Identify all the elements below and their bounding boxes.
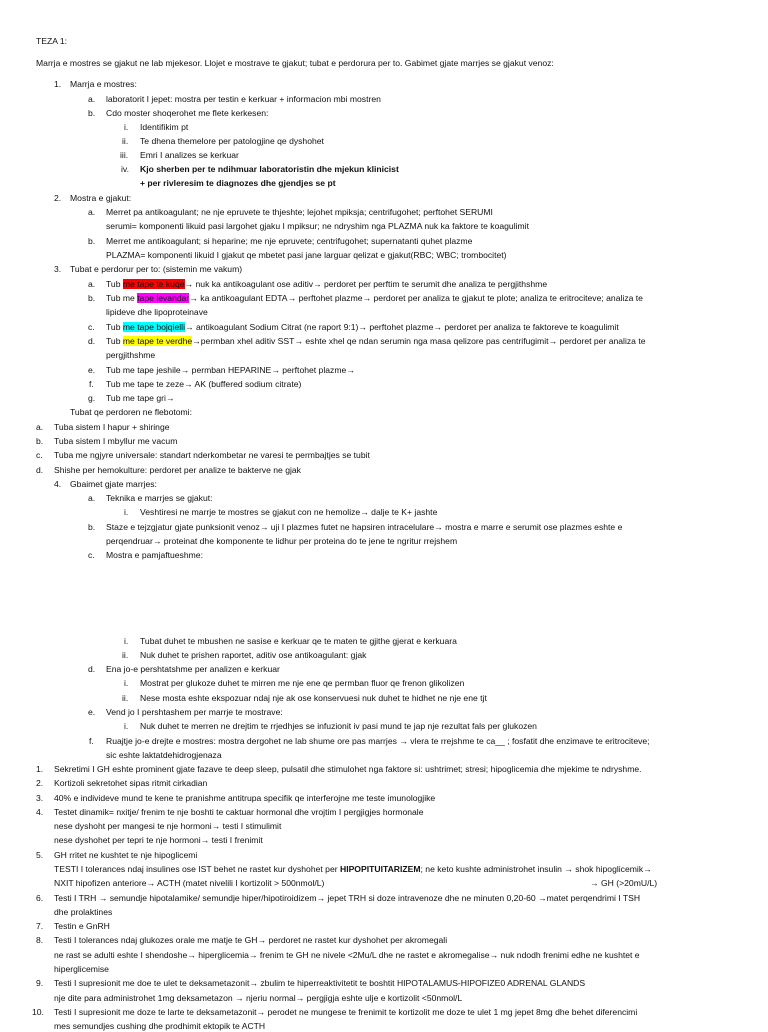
s3-item-a: Tub me tape te kuqe→ nuk ka antikoagulant ose aditiv→ perdoret per perftim te serumit dhe analiza te pergjithshme: [106, 279, 548, 289]
list-roman: iii.: [120, 150, 129, 160]
s4-item-b-line1: Staze e tejzgjatur gjate punksionit venoz→ uji I plazmes futet ne hapsiren intracelulare→ mostra e marre e serumit ose plazmes eshte e: [106, 522, 623, 532]
list-letter: b.: [88, 236, 96, 246]
note-8-line3: hiperglicemise: [54, 964, 109, 974]
s3-item-d-line2: pergjithshme: [106, 350, 156, 360]
list-number: 4.: [36, 807, 44, 817]
list-letter: b.: [88, 108, 96, 118]
list-number: 7.: [36, 921, 44, 931]
list-roman: i.: [124, 636, 129, 646]
section-2-heading: Mostra e gjakut:: [70, 193, 132, 203]
list-letter: b.: [88, 293, 96, 303]
list-letter: d.: [88, 336, 96, 346]
highlight-red: me tape te kuqe: [122, 279, 185, 289]
list-letter: c.: [88, 550, 95, 560]
list-roman: i.: [124, 507, 129, 517]
note-10: Testi I supresionit me doze te larte te deksametazonit→ perodet ne mungese te frenimit te kortizolit me doze te ulet 1 mg jepet 8mg dhe behet diferencimi: [54, 1007, 638, 1017]
s4-item-a: Teknika e marrjes se gjakut:: [106, 493, 213, 503]
list-number: 4.: [54, 479, 62, 489]
s3-item-c: Tub me tape bojqielli→ antikoagulant Sodium Citrat (ne raport 9:1)→ perftohet plazme→ perdoret per analiza te faktoreve te koagulimit: [106, 322, 619, 332]
s1-item-iv-line2: + per rivleresim te diagnozes dhe gjendjes se pt: [140, 178, 336, 188]
list-number: 3.: [36, 793, 44, 803]
s4-item-c-ii: Nuk duhet te prishen raportet, aditiv ose antikoagulant: gjak: [140, 650, 367, 660]
s1-item-iii: Emri I analizes se kerkuar: [140, 150, 239, 160]
flebo-item-a: Tuba sistem I hapur + shiringe: [54, 422, 170, 432]
list-letter: a.: [88, 207, 96, 217]
list-letter: e.: [88, 707, 96, 717]
list-number: 1.: [36, 764, 44, 774]
section-1-heading: Marrja e mostres:: [70, 79, 137, 89]
list-roman: i.: [124, 678, 129, 688]
note-5-line3: NXIT hipofizen anteriore→ ACTH (matet nivelili I kortizolit > 500nmol/L): [54, 878, 325, 888]
list-number: 2.: [36, 778, 44, 788]
list-letter: a.: [88, 493, 96, 503]
note-10-line2: mes semundjes cushing dhe prodhimit ektopik te ACTH: [54, 1021, 266, 1031]
s2-item-b-line1: Merret me antikoagulant; si heparine; me nje epruvete; centrifugohet; supernatanti quhet plazme: [106, 236, 473, 246]
note-9: Testi I supresionit me doe te ulet te deksametazonit→ zbulim te hiperreaktivitetit te boshtit HIPOTALAMUS-HIPOFIZE0 ADRENAL GLANDS: [54, 978, 586, 988]
note-7: Testin e GnRH: [54, 921, 110, 931]
s4-item-d-i: Mostrat per glukoze duhet te mirren me nje ene qe permban fluor qe frenon glikolizen: [140, 678, 465, 688]
s3-item-g: Tub me tape gri→: [106, 393, 175, 403]
list-number: 1.: [54, 79, 62, 89]
flebotomi-heading: Tubat qe perdoren ne flebotomi:: [70, 407, 192, 417]
s4-item-e-i: Nuk duhet te merren ne drejtim te rrjedhjes se infuzionit iv pasi mund te jap nje rezultat fals per glukozen: [140, 721, 537, 731]
s1-item-i: Identifikim pt: [140, 122, 189, 132]
s4-item-b-line2: perqendruar→ proteinat dhe komponente te lidhur per proteina do te jene te ngritur rrejshem: [106, 536, 458, 546]
s4-item-d: Ena jo-e pershtatshme per analizen e kerkuar: [106, 664, 280, 674]
list-roman: i.: [124, 721, 129, 731]
list-letter: d.: [88, 664, 96, 674]
note-4: Testet dinamik= nxitje/ frenim te nje boshti te caktuar hormonal dhe vrojtim I pergjigjes hormonale: [54, 807, 424, 817]
s3-item-b-line1: Tub me tape levandar→ ka antikoagulant EDTA→ perftohet plazme→ perdoret per analiza te gjakut te plote; analiza te eritrociteve; analiza te: [106, 293, 643, 303]
flebo-item-c: Tuba me ngjyre universale: standart nderkombetar ne varesi te permbajtjes se tubit: [54, 450, 370, 460]
list-letter: a.: [88, 279, 96, 289]
note-4-line3: nese dyshohet per tepri te nje hormoni→ testi I frenimit: [54, 835, 263, 845]
flebo-item-d: Shishe per hemokulture: perdoret per analize te bakterve ne gjak: [54, 465, 301, 475]
flebo-item-b: Tuba sistem I mbyllur me vacum: [54, 436, 178, 446]
document-title: TEZA 1:: [36, 36, 68, 46]
s1-item-ii: Te dhena themelore per patologjine qe dyshohet: [140, 136, 324, 146]
list-number: 9.: [36, 978, 44, 988]
s4-item-f-line2: sic eshte laktatdehidrogjenaza: [106, 750, 222, 760]
list-roman: ii.: [122, 693, 129, 703]
s3-item-b-line2: lipideve dhe lipoproteinave: [106, 307, 208, 317]
list-number: 10.: [32, 1007, 44, 1017]
note-4-line2: nese dyshoht per mangesi te nje hormoni→ testi I stimulimit: [54, 821, 282, 831]
list-roman: ii.: [122, 650, 129, 660]
note-8: Testi I tolerances ndaj glukozes orale me matje te GH→ perdoret ne rastet kur dyshohet per akromegali: [54, 935, 448, 945]
list-roman: i.: [124, 122, 129, 132]
s3-item-f: Tub me tape te zeze→ AK (buffered sodium citrate): [106, 379, 302, 389]
s3-item-d-line1: Tub me tape te verdhe→permban xhel aditiv SST→ eshte xhel qe ndan serumin nga masa qelizore pas centrifugimit→ perdoret per analiza te: [106, 336, 646, 346]
highlight-cyan: me tape bojqielli: [122, 322, 185, 332]
note-5: GH rritet ne kushtet te nje hipoglicemi: [54, 850, 198, 860]
list-roman: iv.: [121, 164, 129, 174]
s3-item-e: Tub me tape jeshile→ permban HEPARINE→ perftohet plazme→: [106, 365, 355, 375]
list-letter: f.: [89, 736, 94, 746]
note-6: Testi I TRH → semundje hipotalamike/ semundje hiper/hipotiroidizem→ jepet TRH si doze intravenoze dhe ne minuten 0,20-60 →matet perqendrimi I TSH: [54, 893, 641, 903]
note-5-line3-right: → GH (>20mU/L): [590, 878, 658, 888]
list-roman: ii.: [122, 136, 129, 146]
list-letter: c.: [88, 322, 95, 332]
list-letter: e.: [88, 365, 96, 375]
s2-item-a-line2: serumi= komponenti likuid pasi largohet gjaku I mpiksur; ne ndryshim nga PLAZMA nuk ka faktore te koagulimit: [106, 221, 529, 231]
list-letter: a.: [36, 422, 44, 432]
s2-item-a-line1: Merret pa antikoagulant; ne nje epruvete te thjeshte; lejohet mpiksja; centrifugohet; perftohet SERUMI: [106, 207, 493, 217]
note-6-line2: dhe prolaktines: [54, 907, 113, 917]
list-number: 2.: [54, 193, 62, 203]
list-number: 3.: [54, 264, 62, 274]
note-1: Sekretimi I GH eshte prominent gjate fazave te deep sleep, pulsatil dhe stimulohet nga faktore si: ushtrimet; stresi; hipoglicemia dhe mjekime te ndryshme.: [54, 764, 642, 774]
intro-text: Marrja e mostres se gjakut ne lab mjekesor. Llojet e mostrave te gjakut; tubat e perdorura per to. Gabimet gjate marrjes se gjakut venoz:: [36, 58, 554, 68]
highlight-yellow: me tape te verdhe: [122, 336, 193, 346]
list-letter: f.: [89, 379, 94, 389]
s4-item-f-line1: Ruajtje jo-e drejte e mostres: mostra dergohet ne lab shume ore pas marrjes → vlera te rrejshme te ca__ ; fosfatit dhe enzimave te eritrociteve;: [106, 736, 650, 746]
section-4-heading: Gbaimet gjate marrjes:: [70, 479, 157, 489]
s4-item-c: Mostra e pamjaftueshme:: [106, 550, 203, 560]
section-3-heading: Tubat e perdorur per to: (sistemin me vakum): [70, 264, 243, 274]
list-letter: a.: [88, 94, 96, 104]
s2-item-b-line2: PLAZMA= komponenti likuid I gjakut qe mbetet pasi jane larguar qelizat e gjakut(RBC; WBC; trombocitet): [106, 250, 507, 260]
s4-item-a-i: Veshtiresi ne marrje te mostres se gjakut con ne hemolize→ dalje te K+ jashte: [140, 507, 438, 517]
list-number: 8.: [36, 935, 44, 945]
list-number: 5.: [36, 850, 44, 860]
s4-item-c-i: Tubat duhet te mbushen ne sasise e kerkuar qe te maten te gjithe gjerat e kerkuara: [140, 636, 457, 646]
note-3: 40% e individeve mund te kene te pranishme antitrupa specifik qe interferojne me teste imunologjike: [54, 793, 436, 803]
s4-item-d-ii: Nese mosta eshte ekspozuar ndaj nje ak ose konservuesi nuk duhet te hidhet ne nje ene tjt: [140, 693, 487, 703]
note-2: Kortizoli sekretohet sipas ritmit cirkadian: [54, 778, 208, 788]
note-8-line2: ne rast se adulti eshte I shendoshe→ hiperglicemia→ frenim te GH ne nivele <2Mu/L dhe ne rastet e akromegalise→ nuk ndodh frenimi edhe ne kushtet e: [54, 950, 640, 960]
s1-item-b: Cdo moster shoqerohet me flete kerkesen:: [106, 108, 269, 118]
highlight-magenta: tape levandar: [137, 293, 190, 303]
list-number: 6.: [36, 893, 44, 903]
s1-item-a: laboratorit I jepet: mostra per testin e kerkuar + informacion mbi mostren: [106, 94, 381, 104]
list-letter: b.: [88, 522, 96, 532]
list-letter: g.: [88, 393, 96, 403]
list-letter: c.: [36, 450, 43, 460]
list-letter: d.: [36, 465, 44, 475]
s4-item-e: Vend jo I pershtashem per marrje te mostrave:: [106, 707, 283, 717]
list-letter: b.: [36, 436, 44, 446]
note-9-line2: nje dite para administrohet 1mg deksametazon → njeriu normal→ pergjigja eshte ulje e kortizolit <50nmol/L: [54, 993, 463, 1003]
note-5-line2: TESTI I tolerances ndaj insulines ose IST behet ne rastet kur dyshohet per HIPOPITUITARIZEM; ne keto kushte administrohet insulin → shok hipoglicemik→: [54, 864, 652, 874]
s1-item-iv-line1: Kjo sherben per te ndihmuar laboratoristin dhe mjekun klinicist: [140, 164, 399, 174]
